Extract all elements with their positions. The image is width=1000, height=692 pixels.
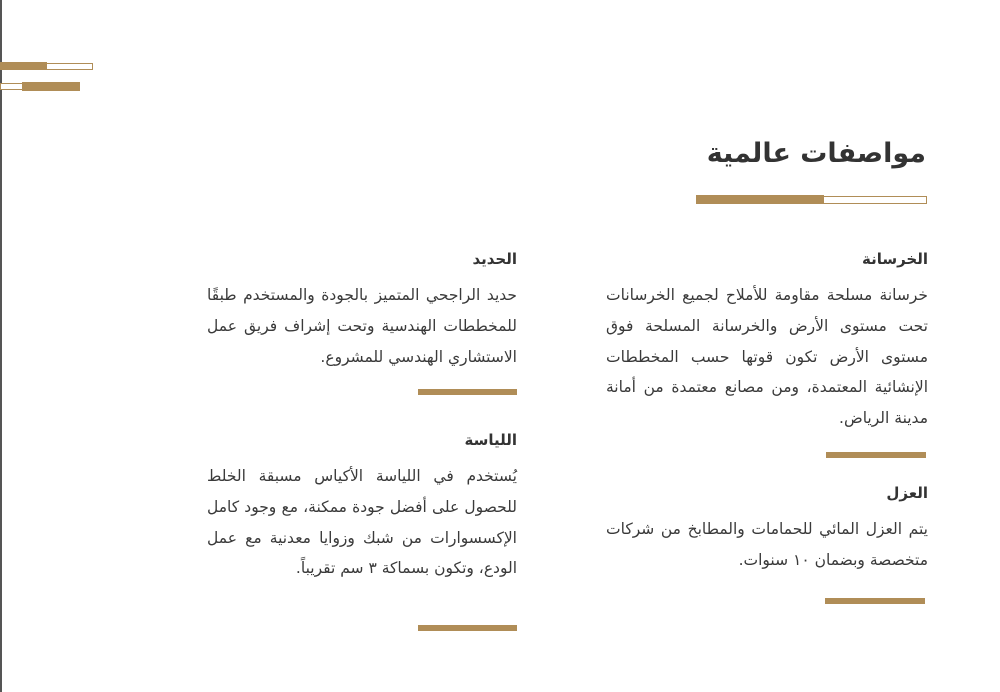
section-heading: الخرسانة [861,250,928,268]
section-heading: اللياسة [464,431,517,449]
section-body: يُستخدم في اللياسة الأكياس مسبقة الخلط للحصول على أفضل جودة ممكنة، مع وجود كامل الإكسسوارات من شبك وزوايا معدنية مع عمل الودع، وتكون بسماكة ٣ سم تقريباً. [207,467,517,578]
section-divider [825,598,925,604]
decor-bar-outline [0,83,23,90]
section-insulation [606,484,928,576]
section-concrete [606,250,928,434]
section-heading: الحديد [472,250,517,268]
decor-bar-outline [46,63,93,70]
section-divider [418,625,517,631]
title-underline-outline [823,196,927,204]
section-heading: العزل [886,484,928,502]
section-divider [418,389,517,395]
page-title: مواصفات عالمية [706,138,926,169]
section-body: يتم العزل المائي للحمامات والمطابخ من شركات متخصصة وبضمان ١٠ سنوات. [606,520,928,569]
section-body: حديد الراجحي المتميز بالجودة والمستخدم طبقًا للمخططات الهندسية وتحت إشراف فريق عمل الاستشاري الهندسي للمشروع. [207,286,517,366]
decor-bar [0,62,47,70]
decor-bar [22,82,80,91]
section-divider [826,452,926,458]
section-plaster [207,431,517,584]
section-body: خرسانة مسلحة مقاومة للأملاح لجميع الخرسانات تحت مستوى الأرض والخرسانة المسلحة فوق مستوى الأرض تكون قوتها حسب المخططات الإنشائية المعتمدة، ومن مصانع معتمدة من أمانة مدينة الرياض. [606,286,928,428]
page-edge [0,0,2,692]
title-underline [696,195,824,204]
section-steel [207,250,517,372]
